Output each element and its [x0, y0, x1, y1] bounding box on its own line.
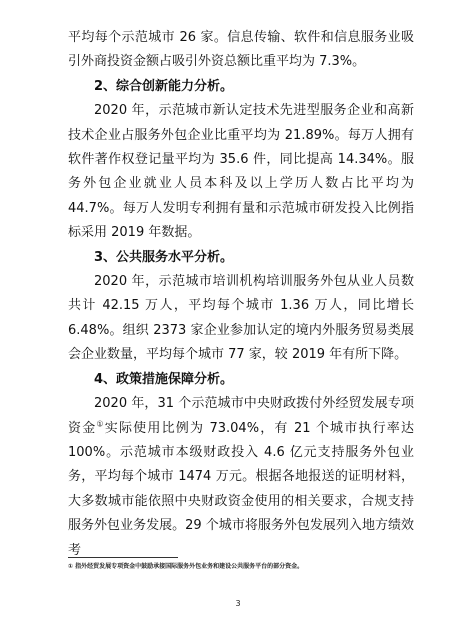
footnote-divider — [68, 557, 178, 558]
paragraph-innovation: 2020 年，示范城市新认定技术先进型服务企业和高新技术企业占服务外包企业比重平均为 21.89%。每万人拥有软件著作权登记量平均为 35.6 件，同比提高 14.34%。服务外包企业就业人员本科及以上学历人数占比平均为 44.7%。每万人发明专利拥有量和示范城市研发投入比例指标采用 2019 年数据。 — [68, 103, 414, 241]
paragraph-policy — [68, 392, 414, 563]
paragraph-foreign-investment: 平均每个示范城市 26 家。信息传输、软件和信息服务业吸引外商投资金额占吸引外资总额比重平均为 7.3%。 — [68, 30, 414, 70]
heading-innovation: 2、综合创新能力分析。 — [94, 78, 234, 94]
page-number: 3 — [235, 599, 241, 608]
heading-public-service: 3、公共服务水平分析。 — [94, 249, 234, 265]
footnote-reference[interactable]: ① — [96, 419, 105, 429]
paragraph-public-service: 2020 年，示范城市培训机构培训服务外包从业人员数共计 42.15 万人，平均每个城市 1.36 万人，同比增长 6.48%。组织 2373 家企业参加认定的境内外服务贸易类展会企业数量，平均每个城市 77 家，较 2019 年有所下降。 — [68, 274, 414, 363]
policy-text-start: 2020 年，31 个示范城市中央财政拨付外经贸发展专项资金 — [68, 396, 414, 436]
policy-text-rest: 实际使用比例为 73.04%，有 21 个城市执行率达 100%。示范城市本级财政投入 4.6 亿元支持服务外包业务，平均每个城市 1474 万元。根据各地报送的证明材料，大多数城市能依照中央财政资金使用的相关要求，合规支持服务外包业务发展。29 个城市将服务外包发展列入地方绩效考 — [68, 420, 415, 558]
body-text — [68, 26, 414, 563]
heading-policy: 4、政策措施保障分析。 — [94, 371, 234, 387]
footnote: ① 指外经贸发展专项资金中鼓励承接国际服务外包业务和建设公共服务平台的部分资金。 — [68, 563, 304, 570]
